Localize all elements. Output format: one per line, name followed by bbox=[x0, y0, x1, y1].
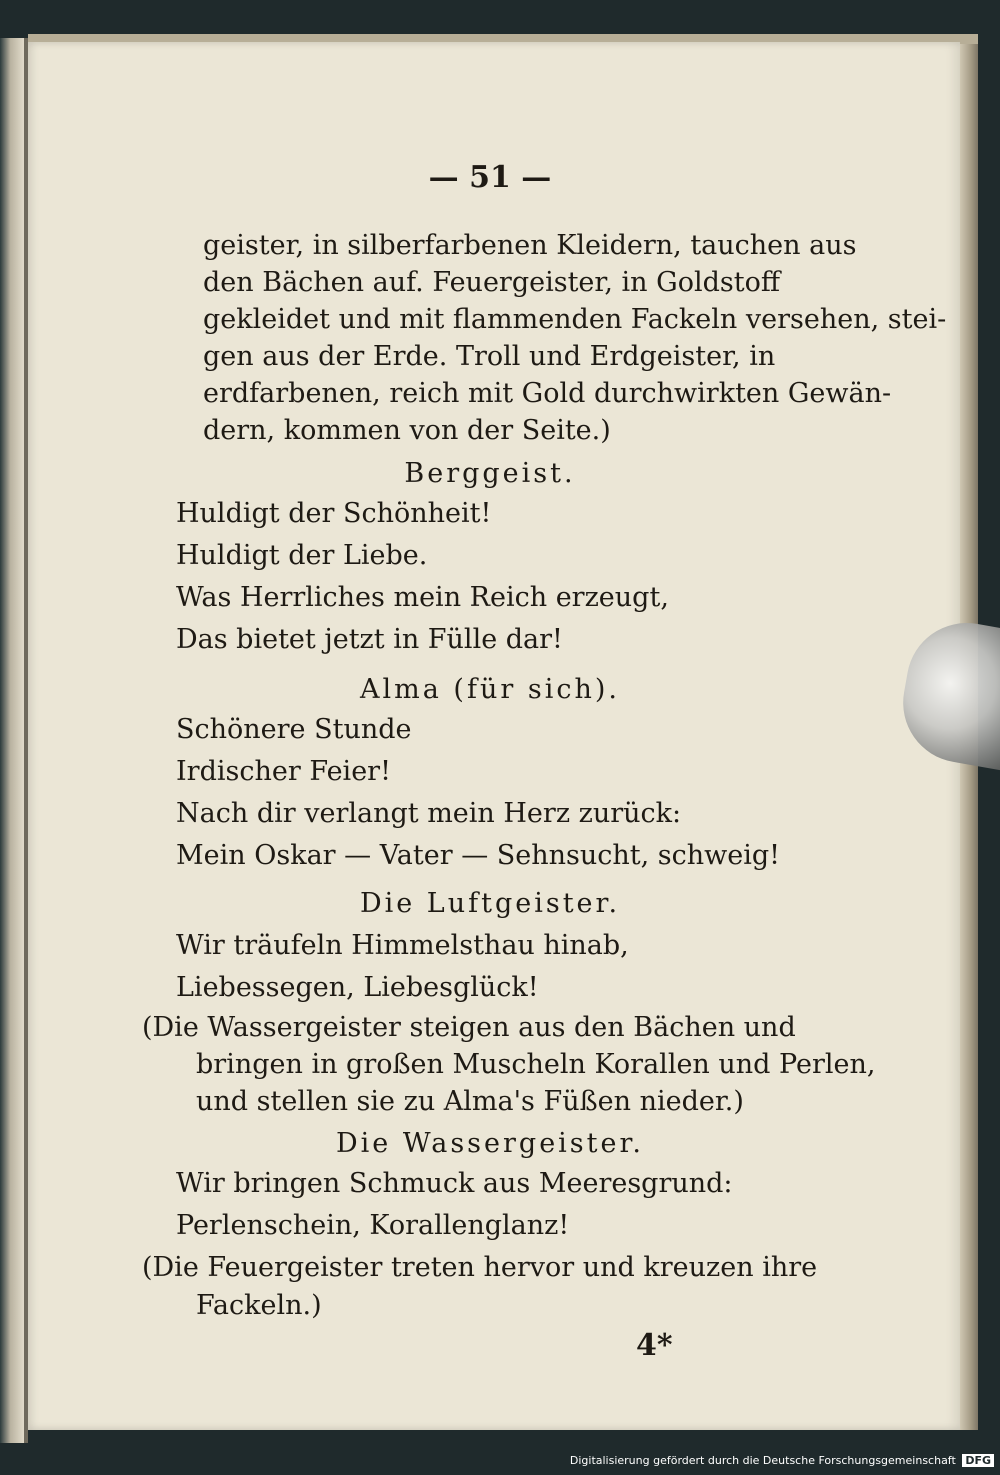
verse-line: Was Herrliches mein Reich erzeugt, bbox=[176, 582, 669, 613]
verse-line: Mein Oskar — Vater — Sehnsucht, schweig! bbox=[176, 840, 781, 871]
text-line: gekleidet und mit flammenden Fackeln versehen, stei- bbox=[203, 304, 947, 335]
verse-line: Nach dir verlangt mein Herz zurück: bbox=[176, 798, 682, 829]
stage-direction: (Die Wassergeister steigen aus den Bächen und bbox=[142, 1012, 796, 1043]
signature-mark: 4* bbox=[636, 1328, 673, 1363]
verse-line: Das bietet jetzt in Fülle dar! bbox=[176, 624, 563, 655]
stage-direction: bringen in großen Muscheln Korallen und Perlen, bbox=[196, 1049, 876, 1080]
text-line: dern, kommen von der Seite.) bbox=[203, 415, 611, 446]
text-line: geister, in silberfarbenen Kleidern, tauchen aus bbox=[203, 230, 857, 261]
stage-direction: (Die Feuergeister treten hervor und kreuzen ihre bbox=[142, 1252, 818, 1283]
speaker-heading: Berggeist. bbox=[404, 458, 576, 489]
verse-line: Liebessegen, Liebesglück! bbox=[176, 972, 539, 1003]
verse-line: Huldigt der Schönheit! bbox=[176, 498, 492, 529]
page-number: — 51 — bbox=[428, 160, 552, 195]
verse-line: Perlenschein, Korallenglanz! bbox=[176, 1210, 570, 1241]
text-line: erdfarbenen, reich mit Gold durchwirkten Gewän- bbox=[203, 378, 892, 409]
verse-line: Wir träufeln Himmelsthau hinab, bbox=[176, 930, 629, 961]
speaker-heading: Die Wassergeister. bbox=[335, 1128, 645, 1159]
verse-line: Schönere Stunde bbox=[176, 714, 412, 745]
verse-line: Irdischer Feier! bbox=[176, 756, 391, 787]
digitization-credit bbox=[570, 1454, 994, 1467]
text-line: gen aus der Erde. Troll und Erdgeister, in bbox=[203, 341, 776, 372]
text-line: den Bächen auf. Feuergeister, in Goldstoff bbox=[203, 267, 781, 298]
verse-line: Wir bringen Schmuck aus Meeresgrund: bbox=[176, 1168, 733, 1199]
stage-direction: und stellen sie zu Alma's Füßen nieder.) bbox=[196, 1086, 744, 1117]
speaker-heading: Die Luftgeister. bbox=[359, 888, 621, 919]
dfg-logo: DFG bbox=[962, 1454, 994, 1467]
stage-direction: Fackeln.) bbox=[196, 1290, 322, 1321]
credit-text: Digitalisierung gefördert durch die Deutsche Forschungsgemeinschaft bbox=[569, 1454, 956, 1467]
speaker-heading: Alma (für sich). bbox=[360, 674, 620, 705]
verse-line: Huldigt der Liebe. bbox=[176, 540, 428, 571]
